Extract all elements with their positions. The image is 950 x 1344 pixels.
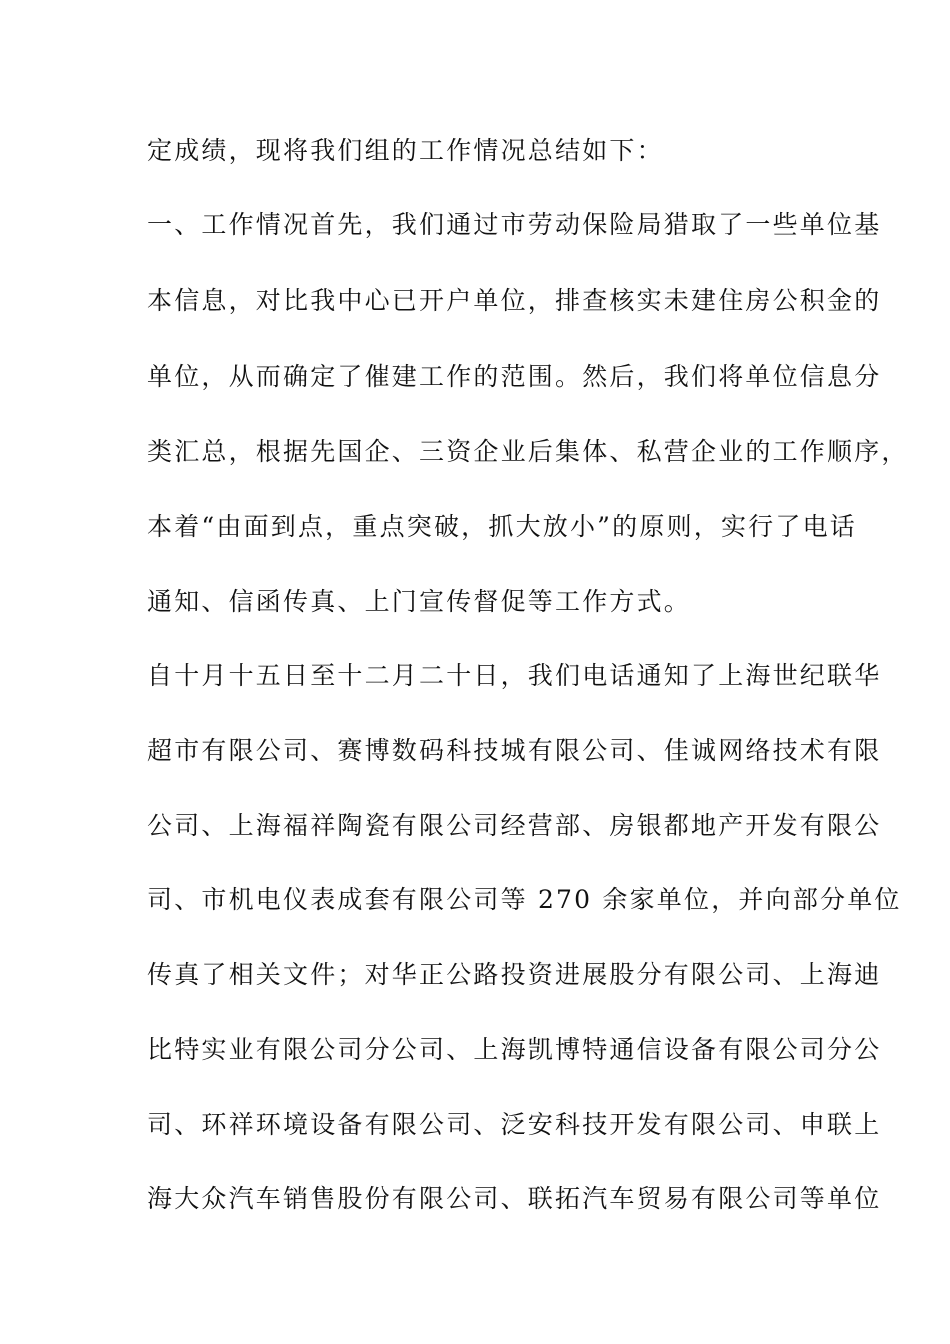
text-line: 单位，从而确定了催建工作的范围。然后，我们将单位信息分 xyxy=(147,362,882,391)
text-line: 本着“由面到点，重点突破，抓大放小”的原则，实行了电话 xyxy=(147,512,857,541)
text-line: 定成绩，现将我们组的工作情况总结如下： xyxy=(147,136,664,165)
text-line: 比特实业有限公司分公司、上海凯博特通信设备有限公司分公 xyxy=(147,1035,882,1064)
text-line: 自十月十五日至十二月二十日，我们电话通知了上海世纪联华 xyxy=(147,661,882,690)
text-line: 海大众汽车销售股份有限公司、联拓汽车贸易有限公司等单位 xyxy=(147,1184,882,1213)
text-line: 通知、信函传真、上门宣传督促等工作方式。 xyxy=(147,587,692,616)
text-line: 超市有限公司、赛博数码科技城有限公司、佳诚网络技术有限 xyxy=(147,736,882,765)
text-line: 公司、上海福祥陶瓷有限公司经营部、房银都地产开发有限公 xyxy=(147,811,882,840)
text-line: 本信息，对比我中心已开户单位，排查核实未建住房公积金的 xyxy=(147,286,882,315)
text-line: 司、市机电仪表成套有限公司等 270 余家单位，并向部分单位 xyxy=(147,885,902,914)
text-line: 传真了相关文件；对华正公路投资进展股分有限公司、上海迪 xyxy=(147,960,882,989)
text-line: 一、工作情况首先，我们通过市劳动保险局猎取了一些单位基 xyxy=(147,210,882,239)
text-line: 司、环祥环境设备有限公司、泛安科技开发有限公司、申联上 xyxy=(147,1110,882,1139)
text-line: 类汇总，根据先国企、三资企业后集体、私营企业的工作顺序， xyxy=(147,437,909,466)
